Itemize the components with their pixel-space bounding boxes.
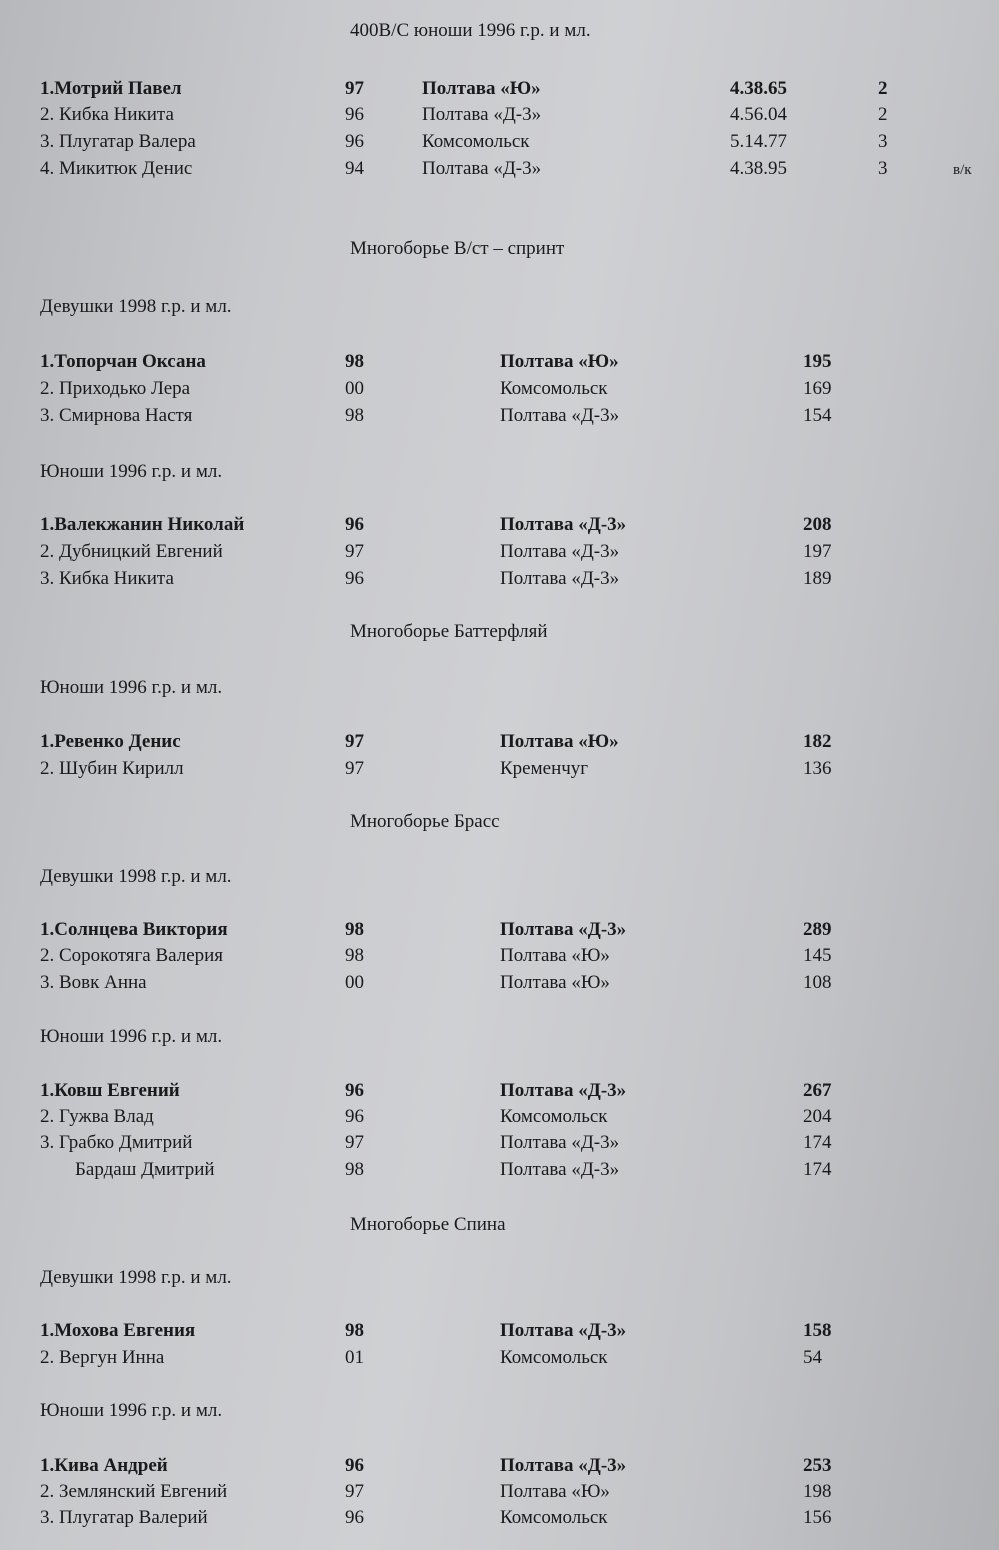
points: 136 [803,758,832,779]
result-row [0,1481,999,1507]
points: 145 [803,945,832,966]
club: Кременчуг [500,758,589,779]
athlete-name: 3. Плугатар Валерий [40,1507,208,1528]
result-row [0,158,999,184]
club: Полтава «Д-3» [500,1159,620,1180]
club: Полтава «Д-3» [422,104,542,125]
club: Полтава «Д-3» [500,1132,620,1153]
points: 169 [803,378,832,399]
club: Полтава «Ю» [500,972,610,993]
birth-year: 00 [345,972,364,993]
result-row [0,972,999,998]
club: Полтава «Д-3» [500,405,620,426]
birth-year: 96 [345,1507,364,1528]
athlete-name: 1.Кива Андрей [40,1455,168,1476]
points: 267 [803,1080,832,1101]
athlete-name: 2. Сорокотяга Валерия [40,945,224,966]
section-title: Многоборье В/ст – спринт [350,238,565,259]
points: 253 [803,1455,832,1476]
club: Комсомольск [422,131,530,152]
club: Комсомольск [500,1106,608,1127]
birth-year: 96 [345,1455,364,1476]
result-row [0,1106,999,1132]
points: 198 [803,1481,832,1502]
birth-year: 00 [345,378,364,399]
club: Полтава «Д-3» [500,1320,627,1341]
birth-year: 98 [345,945,364,966]
result-row [0,1507,999,1533]
points: 208 [803,514,832,535]
result-row [0,514,999,540]
club: Комсомольск [500,1507,608,1528]
birth-year: 97 [345,78,364,99]
result-time: 4.38.65 [730,78,787,99]
result-row [0,541,999,567]
birth-year: 97 [345,758,364,779]
result-row [0,1132,999,1158]
club: Полтава «Д-3» [500,1455,627,1476]
points: 108 [803,972,832,993]
points: 204 [803,1106,832,1127]
points: 189 [803,568,832,589]
result-row [0,351,999,377]
athlete-name: 4. Микитюк Денис [40,158,193,179]
athlete-name: 3. Кибка Никита [40,568,174,589]
birth-year: 98 [345,919,364,940]
result-row [0,758,999,784]
athlete-name: 1.Солнцева Виктория [40,919,228,940]
result-time: 5.14.77 [730,131,787,152]
section-title: Многоборье Спина [350,1214,506,1235]
athlete-name: 1.Ковш Евгений [40,1080,180,1101]
birth-year: 97 [345,731,364,752]
club: Комсомольск [500,1347,608,1368]
result-row [0,104,999,130]
points: 54 [803,1347,822,1368]
club: Полтава «Ю» [500,945,610,966]
points: 195 [803,351,832,372]
age-group-label: Юноши 1996 г.р. и мл. [40,461,223,482]
athlete-name: Бардаш Дмитрий [75,1159,215,1180]
athlete-name: 3. Смирнова Настя [40,405,193,426]
points: 289 [803,919,832,940]
result-row [0,919,999,945]
athlete-name: 1.Топорчан Оксана [40,351,206,372]
birth-year: 01 [345,1347,364,1368]
section-title: Многоборье Баттерфляй [350,621,548,642]
birth-year: 97 [345,541,364,562]
result-row [0,131,999,157]
sport-rank: 3 [878,158,888,179]
club: Полтава «Ю» [500,351,619,372]
athlete-name: 3. Плугатар Валера [40,131,196,152]
club: Полтава «Д-3» [500,514,627,535]
result-row [0,378,999,404]
result-row [0,405,999,431]
points: 174 [803,1159,832,1180]
age-group-label: Юноши 1996 г.р. и мл. [40,677,223,698]
result-row [0,731,999,757]
age-group-label: Юноши 1996 г.р. и мл. [40,1026,223,1047]
athlete-name: 2. Кибка Никита [40,104,174,125]
club: Полтава «Ю» [500,1481,610,1502]
athlete-name: 1.Мохова Евгения [40,1320,196,1341]
birth-year: 98 [345,351,364,372]
points: 158 [803,1320,832,1341]
result-row [0,1159,999,1185]
points: 182 [803,731,832,752]
age-group-label: Девушки 1998 г.р. и мл. [40,866,232,887]
out-of-competition-note: в/к [953,162,972,178]
points: 174 [803,1132,832,1153]
age-group-label: Девушки 1998 г.р. и мл. [40,1267,232,1288]
birth-year: 98 [345,1159,364,1180]
sport-rank: 3 [878,131,888,152]
birth-year: 96 [345,104,364,125]
athlete-name: 2. Дубницкий Евгений [40,541,223,562]
birth-year: 96 [345,514,364,535]
result-row [0,568,999,594]
result-row [0,945,999,971]
athlete-name: 1.Мотрий Павел [40,78,182,99]
birth-year: 96 [345,568,364,589]
result-row [0,1320,999,1346]
birth-year: 98 [345,1320,364,1341]
result-row [0,1455,999,1481]
sport-rank: 2 [878,78,888,99]
sport-rank: 2 [878,104,888,125]
club: Полтава «Д-3» [422,158,542,179]
club: Полтава «Ю» [422,78,541,99]
result-row [0,1347,999,1373]
birth-year: 96 [345,1080,364,1101]
section-title: 400В/С юноши 1996 г.р. и мл. [350,20,591,41]
athlete-name: 2. Шубин Кирилл [40,758,184,779]
club: Полтава «Д-3» [500,919,627,940]
athlete-name: 2. Приходько Лера [40,378,191,399]
result-row [0,78,999,104]
club: Комсомольск [500,378,608,399]
birth-year: 96 [345,131,364,152]
athlete-name: 1.Валекжанин Николай [40,514,245,535]
points: 197 [803,541,832,562]
result-row [0,1080,999,1106]
points: 156 [803,1507,832,1528]
club: Полтава «Д-3» [500,541,620,562]
club: Полтава «Ю» [500,731,619,752]
result-time: 4.38.95 [730,158,787,179]
birth-year: 97 [345,1132,364,1153]
athlete-name: 2. Землянский Евгений [40,1481,228,1502]
result-time: 4.56.04 [730,104,787,125]
age-group-label: Юноши 1996 г.р. и мл. [40,1400,223,1421]
section-title: Многоборье Брасс [350,811,500,832]
club: Полтава «Д-3» [500,568,620,589]
athlete-name: 1.Ревенко Денис [40,731,181,752]
athlete-name: 3. Вовк Анна [40,972,147,993]
birth-year: 97 [345,1481,364,1502]
birth-year: 94 [345,158,364,179]
athlete-name: 3. Грабко Дмитрий [40,1132,193,1153]
age-group-label: Девушки 1998 г.р. и мл. [40,296,232,317]
club: Полтава «Д-3» [500,1080,627,1101]
athlete-name: 2. Вергун Инна [40,1347,165,1368]
athlete-name: 2. Гужва Влад [40,1106,154,1127]
birth-year: 96 [345,1106,364,1127]
birth-year: 98 [345,405,364,426]
points: 154 [803,405,832,426]
